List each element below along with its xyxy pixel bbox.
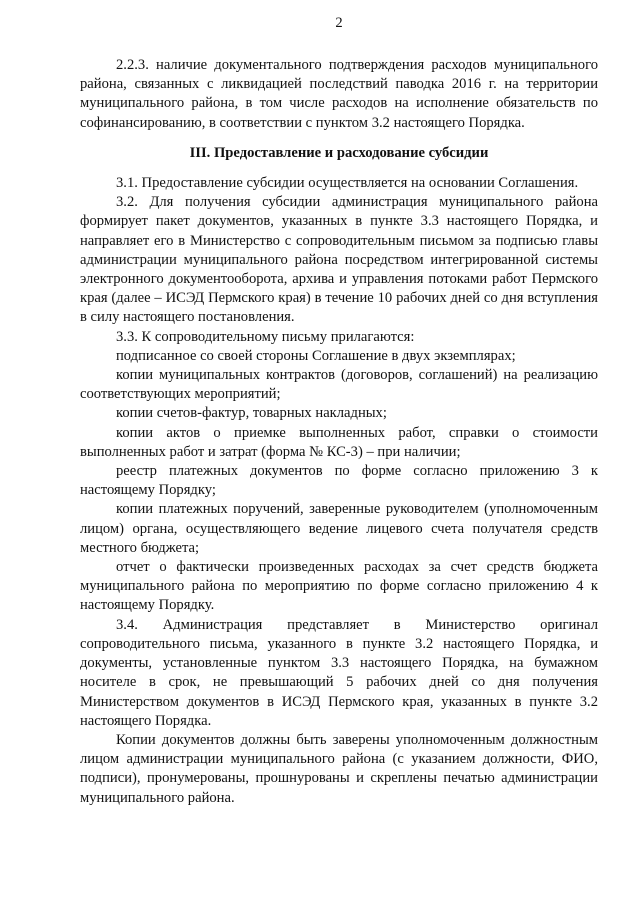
paragraph-3-3: 3.3. К сопроводительному письму прилагаются: bbox=[116, 328, 415, 345]
document-page bbox=[80, 14, 598, 808]
list-item-invoices: копии счетов-фактур, товарных накладных; bbox=[116, 405, 387, 422]
paragraph-certification: Копии документов должны быть заверены уполномоченным должностным лицом администрации муниципального района (с указанием должности, ФИО, подписи), пронумерованы, прошнурованы и скреплены печатью администрации муниципального района. bbox=[80, 731, 598, 806]
list-item-agreement: подписанное со своей стороны Соглашение в двух экземплярах; bbox=[116, 347, 516, 364]
paragraph-3-2: 3.2. Для получения субсидии администрация муниципального района формирует пакет документов, указанных в пункте 3.3 настоящего Порядка, и направляет его в Министерство с сопроводительным письмом за подписью главы администрации муниципального района посредством интегрированной системы электронного документооборота, архива и управления потоками работ Пермского края (далее – ИСЭД Пермского края) в течение 10 рабочих дней со дня вступления в силу настоящего постановления. bbox=[80, 194, 598, 326]
list-item-payment-orders: копии платежных поручений, заверенные руководителем (уполномоченным лицом) органа, осуществляющего ведение лицевого счета получателя средств местного бюджета; bbox=[80, 501, 598, 556]
list-item-contracts: копии муниципальных контрактов (договоров, соглашений) на реализацию соответствующих мероприятий; bbox=[80, 367, 598, 403]
list-item-payment-registry: реестр платежных документов по форме согласно приложению 3 к настоящему Порядку; bbox=[80, 463, 598, 499]
paragraph-2-2-3: 2.2.3. наличие документального подтверждения расходов муниципального района, связанных с ликвидацией последствий паводка 2016 г. на территории муниципального района, в том числе расходов на исполнение обязательств по софинансированию, в соответствии с пунктом 3.2 настоящего Порядка. bbox=[80, 57, 598, 131]
paragraph-3-4: 3.4. Администрация представляет в Министерство оригинал сопроводительного письма, указанного в пункте 3.2 настоящего Порядка, и документы, установленные пунктом 3.3 настоящего Порядка, на бумажном носителе в срок, не превышающий 5 рабочих дней со дня получения Министерством документов в ИСЭД Пермского края, указанных в пункте 3.2 настоящего Порядка. bbox=[80, 616, 598, 729]
paragraph-3-1: 3.1. Предоставление субсидии осуществляется на основании Соглашения. bbox=[116, 175, 579, 192]
list-item-acceptance-acts: копии актов о приемке выполненных работ, справки о стоимости выполненных работ и затрат (форма № КС-3) – при наличии; bbox=[80, 424, 598, 460]
section-heading: III. Предоставление и расходование субсидии bbox=[189, 144, 489, 161]
list-item-expense-report: отчет о фактически произведенных расходах за счет средств бюджета муниципального района по мероприятию по форме согласно приложению 4 к настоящему Порядку. bbox=[80, 559, 598, 614]
page-number: 2 bbox=[335, 15, 343, 31]
